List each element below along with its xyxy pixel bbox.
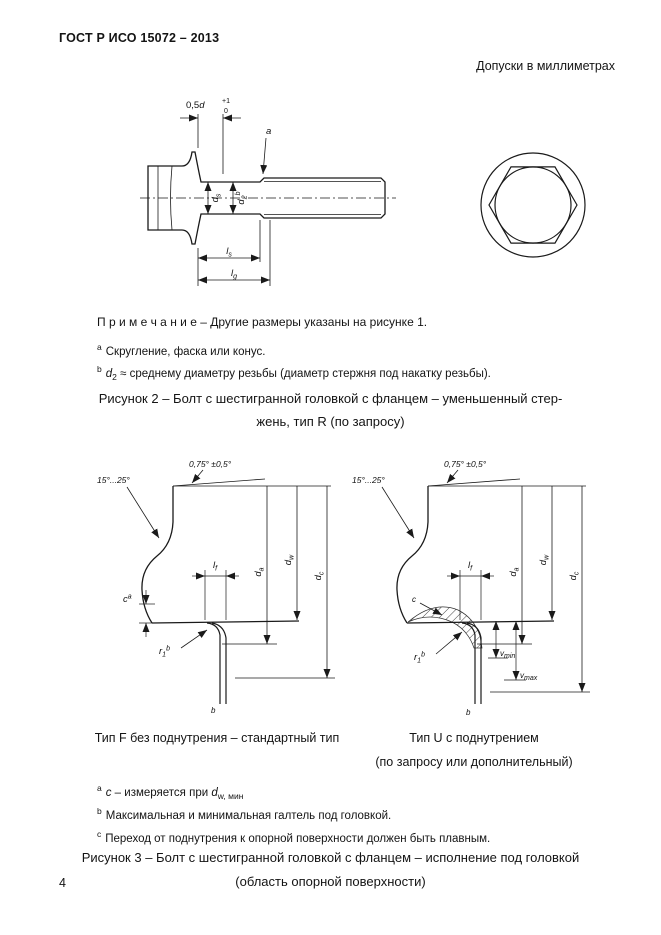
- fig3-footnote-b-marker: b: [97, 806, 102, 816]
- footnote-b-marker: b: [97, 364, 102, 374]
- dim-ls-label: $l_s$: [226, 246, 232, 259]
- typeu-dw-label: $d_w$: [538, 554, 551, 566]
- doc-number: ГОСТ Р ИСО 15072 – 2013: [59, 31, 220, 45]
- fig2-note: П р и м е ч а н и е – Другие размеры указаны на рисунке 1.: [97, 315, 428, 329]
- fig3-footnote-a: [97, 783, 243, 801]
- typeu-b-marker: b: [466, 708, 471, 717]
- typeu-dim-dc: [490, 486, 590, 692]
- fig2-footnote-b: [97, 364, 491, 382]
- typef-dc-label: $d_c$: [313, 571, 326, 581]
- fig3-footnote-b-text: Максимальная и минимальная галтель под головкой.: [105, 809, 392, 822]
- typef-dim-lf: [192, 570, 239, 620]
- fig2-caption-line1: Рисунок 2 – Болт с шестигранной головкой с фланцем – уменьшенный стер-: [98, 391, 563, 406]
- typeu-vmin-label: vmin: [500, 649, 516, 660]
- fig3-footnote-a-text: – измеряется при: [111, 786, 212, 799]
- dim-half-d-label: 0,5d: [186, 100, 205, 111]
- dim-lg-label: $l_g$: [230, 268, 238, 281]
- typeu-flange-angle-label: 15°...25°: [352, 475, 385, 485]
- typeu-head-outline: [397, 486, 554, 704]
- callout-a-label: a: [266, 126, 272, 137]
- typef-c-label: $c^a$: [123, 593, 132, 605]
- typef-r1-label: $r_1^b$: [159, 645, 170, 659]
- fig2-bolt-end-view-drawing: [477, 149, 589, 261]
- typef-b-marker: b: [211, 706, 216, 715]
- fig3-footnote-a-var1: c: [105, 786, 112, 799]
- fig3-footnote-c-text: Переход от поднутрения к опорной поверхности должен быть плавным.: [105, 832, 491, 845]
- dim-d2-label: $d_2^b$: [235, 191, 249, 205]
- fig2-bolt-side-view-drawing: [138, 90, 418, 308]
- footnote-b-var: d: [105, 367, 113, 380]
- fig3-footnote-a-var2-sub: w, мин: [217, 791, 244, 802]
- typef-da-label: $d_a$: [253, 567, 266, 577]
- callout-a-leader: [263, 138, 266, 174]
- typeu-dc-label: $d_c$: [568, 571, 581, 581]
- typeu-reference-lines: [428, 479, 586, 486]
- typeu-lf-label: $l_f$: [467, 560, 473, 573]
- dim-half-d: [180, 114, 241, 174]
- typeu-bearing-angle-leader: [447, 470, 458, 483]
- typef-dw-label: $d_w$: [283, 554, 296, 566]
- fig2-caption-line2: жень, тип R (по запросу): [256, 414, 405, 429]
- fig3-footnote-c: [97, 829, 490, 845]
- typef-bearing-angle-leader: [192, 470, 203, 483]
- fig3-caption-line2: (область опорной поверхности): [235, 874, 426, 889]
- fig2-footnote-a: [97, 342, 265, 358]
- typef-flange-angle-label: 15°...25°: [97, 475, 130, 485]
- fig3-caption-line1: Рисунок 3 – Болт с шестигранной головкой с фланцем – исполнение под головкой: [81, 850, 580, 865]
- fig3-footnote-a-var2: d: [211, 786, 218, 799]
- typeu-flange-angle-leader: [382, 487, 414, 538]
- dim-half-d-tolerance-lower: 0: [224, 108, 228, 115]
- type-u-subcaption: (по запросу или дополнительный): [375, 755, 573, 769]
- typeu-r1-leader: [436, 632, 462, 654]
- typef-head-outline: [142, 486, 299, 704]
- typef-lf-label: $l_f$: [212, 560, 218, 573]
- footnote-a-text: Скругление, фаска или конус.: [105, 345, 266, 358]
- typeu-r1-label: $r_1^b$: [414, 651, 425, 665]
- page-number: 4: [59, 876, 66, 890]
- typeu-vmax-label: vmax: [520, 671, 538, 682]
- typef-bearing-angle-label: 0,75° ±0,5°: [189, 459, 232, 469]
- fig3-footnote-b: [97, 806, 391, 822]
- typef-dim-dc: [235, 486, 335, 678]
- footnote-b-var-sub: 2: [112, 372, 117, 383]
- fig3-footnote-a-marker: a: [97, 783, 102, 793]
- typef-reference-lines: [173, 479, 331, 486]
- typef-dim-da: [222, 486, 277, 644]
- type-f-caption: Тип F без поднутрения – стандартный тип: [94, 731, 340, 745]
- type-u-caption: Тип U с поднутрением: [409, 731, 539, 745]
- typeu-da-label: $d_a$: [508, 567, 521, 577]
- end-view-outline: [481, 153, 585, 257]
- footnote-b-text: ≈ среднему диаметру резьбы (диаметр стержня под накатку резьбы).: [116, 367, 491, 380]
- typeu-dim-da: [477, 486, 532, 644]
- typef-flange-angle-leader: [127, 487, 159, 538]
- fig3-type-f-drawing: [95, 452, 340, 717]
- units-note: Допуски в миллиметрах: [476, 59, 615, 73]
- dim-half-d-tolerance-upper: +1: [222, 98, 230, 105]
- typeu-bearing-angle-label: 0,75° ±0,5°: [444, 459, 487, 469]
- typef-r1-leader: [181, 630, 207, 648]
- dim-ds-label: $d_s$: [210, 193, 223, 203]
- footnote-a-marker: a: [97, 342, 102, 352]
- typeu-c-footnote-marker: c: [412, 595, 416, 604]
- fig3-footnote-c-marker: c: [97, 829, 102, 839]
- fig3-type-u-drawing: [350, 452, 595, 727]
